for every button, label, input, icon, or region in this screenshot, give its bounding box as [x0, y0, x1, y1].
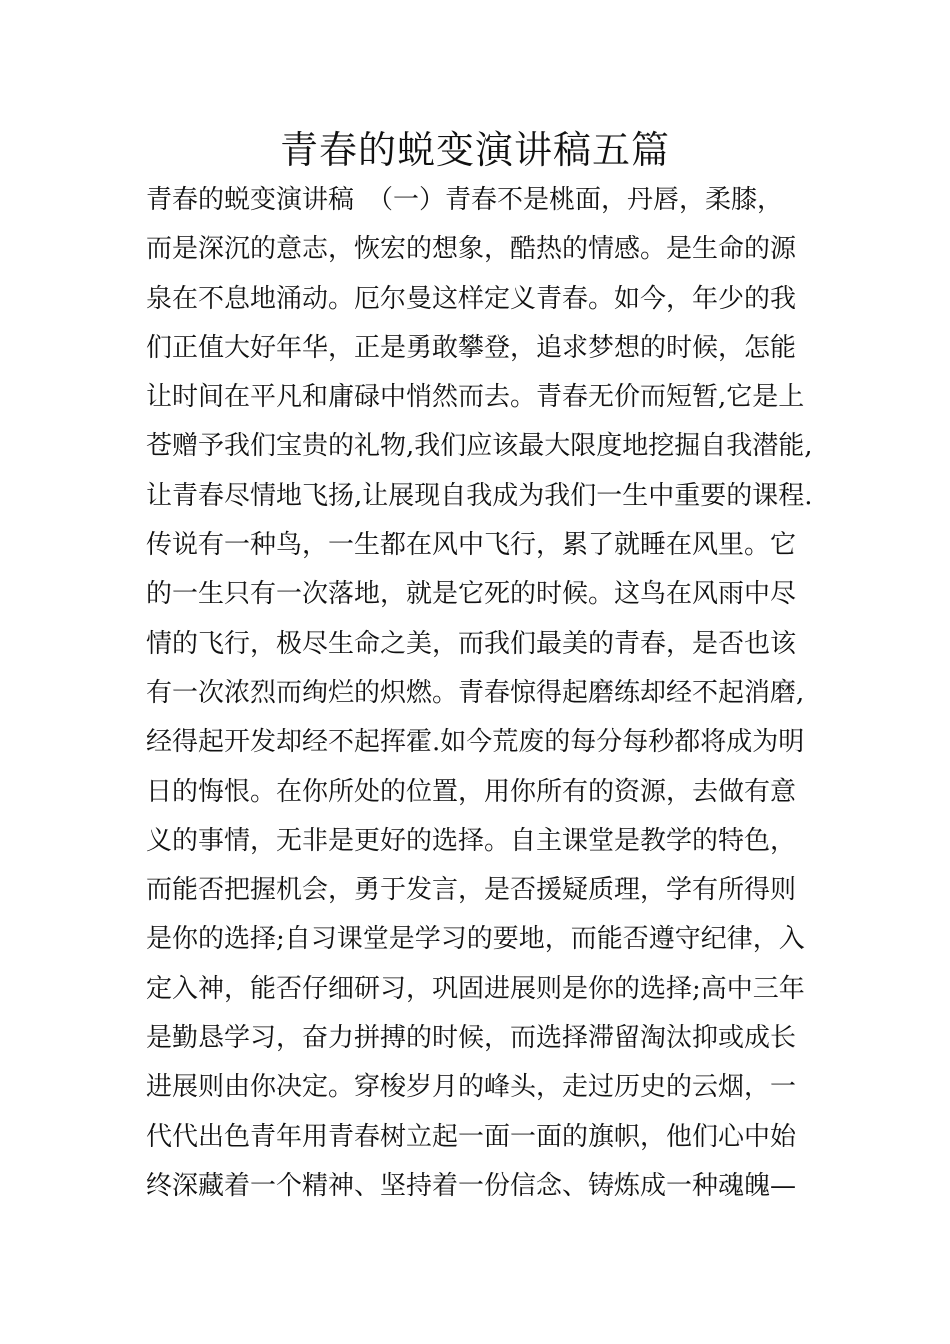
text-line: 让时间在平凡和庸碌中悄然而去。青春无价而短暂,它是上 [146, 382, 805, 413]
text-line: 终深藏着一个精神、坚持着一份信念、铸炼成一种魂魄— [146, 1170, 797, 1201]
text-line: 青春的蜕变演讲稿 （一）青春不是桃面，丹唇，柔膝， [146, 185, 784, 215]
text-line: 而能否把握机会，勇于发言，是否援疑质理，学有所得则 [146, 875, 797, 906]
text-line: 是你的选择;自习课堂是学习的要地，而能否遵守纪律，入 [146, 924, 805, 955]
text-line: 定入神，能否仔细研习，巩固进展则是你的选择;高中三年 [146, 973, 805, 1004]
text-line: 有一次浓烈而绚烂的炽燃。青春惊得起磨练却经不起消磨, [146, 677, 805, 708]
text-line: 是勤恳学习，奋力拼搏的时候，而选择滞留淘汰抑或成长 [146, 1023, 797, 1054]
text-line: 苍赠予我们宝贵的礼物,我们应该最大限度地挖掘自我潜能, [146, 431, 813, 462]
text-line: 而是深沉的意志，恢宏的想象，酷热的情感。是生命的源 [146, 234, 797, 265]
text-line: 情的飞行，极尽生命之美，而我们最美的青春，是否也该 [146, 628, 797, 659]
text-line: 泉在不息地涌动。厄尔曼这样定义青春。如今，年少的我 [146, 283, 797, 314]
text-line: 传说有一种鸟，一生都在风中飞行，累了就睡在风里。它 [146, 530, 797, 561]
text-line: 经得起开发却经不起挥霍.如今荒废的每分每秒都将成为明 [146, 727, 805, 758]
text-line: 们正值大好年华，正是勇敢攀登，追求梦想的时候，怎能 [146, 332, 797, 363]
document-body [146, 176, 826, 1211]
text-line: 让青春尽情地飞扬,让展现自我成为我们一生中重要的课程. [146, 480, 813, 511]
text-line: 代代出色青年用青春树立起一面一面的旗帜，他们心中始 [146, 1121, 797, 1152]
text-line: 的一生只有一次落地，就是它死的时候。这鸟在风雨中尽 [146, 579, 797, 610]
text-line: 进展则由你决定。穿梭岁月的峰头，走过历史的云烟，一 [146, 1072, 797, 1103]
text-line: 义的事情，无非是更好的选择。自主课堂是教学的特色， [146, 825, 797, 856]
text-line: 日的悔恨。在你所处的位置，用你所有的资源，去做有意 [146, 776, 797, 807]
document-title: 青春的蜕变演讲稿五篇 [279, 128, 670, 172]
